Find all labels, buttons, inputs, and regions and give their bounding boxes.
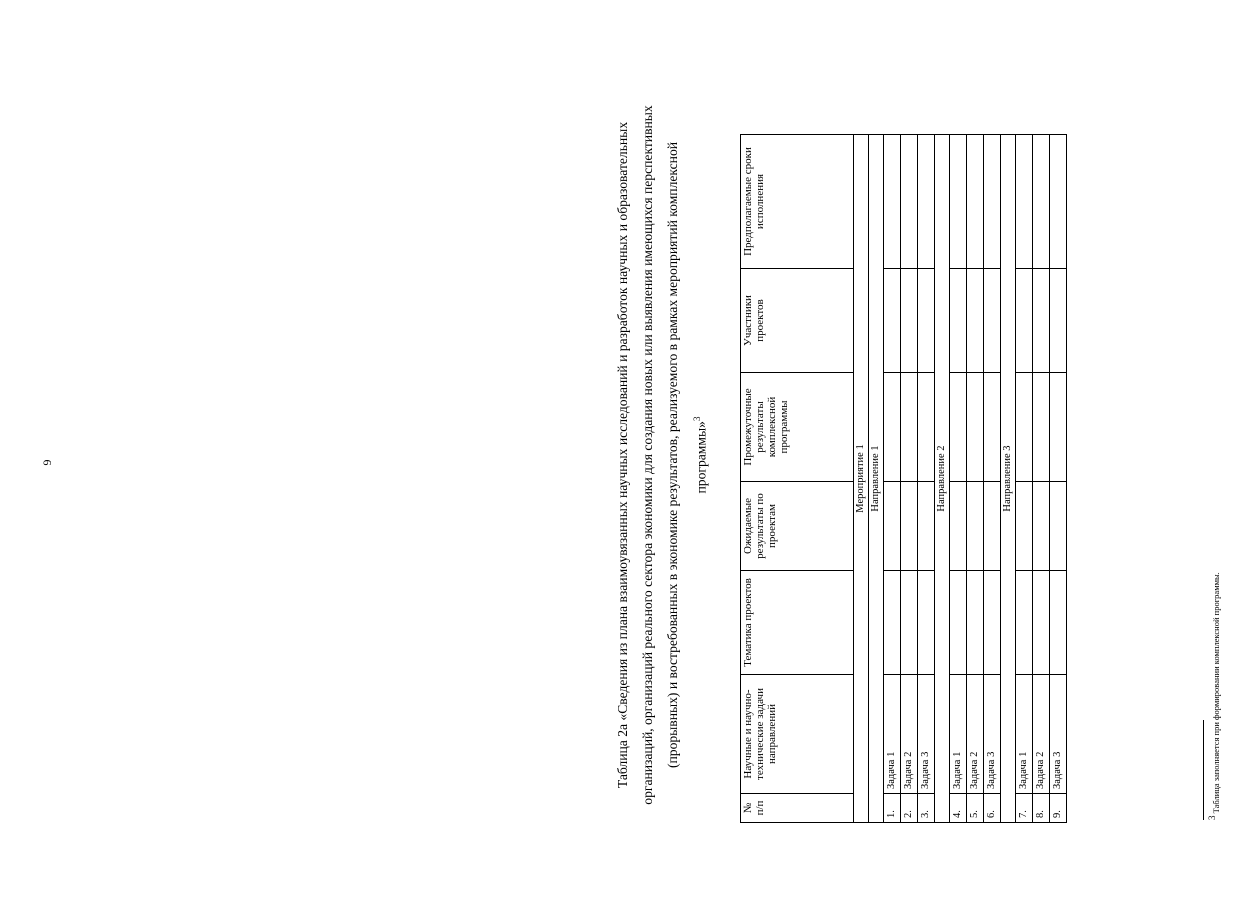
event-row <box>854 135 869 823</box>
row-num: 6. <box>984 794 1001 823</box>
title-line-2: организаций, организаций реального сектора экономики для создания новых или выявления имеющихся перспективных <box>640 105 655 805</box>
cell <box>967 269 984 373</box>
cell <box>967 571 984 675</box>
cell <box>901 482 918 571</box>
row-num: 2. <box>901 794 918 823</box>
table-row <box>1033 135 1050 823</box>
cell <box>1016 571 1033 675</box>
landscape-page <box>605 0 1245 905</box>
plan-table <box>740 134 1067 823</box>
cell <box>1033 571 1050 675</box>
cell <box>1050 269 1067 373</box>
row-task: Задача 2 <box>1033 675 1050 794</box>
row-num: 9. <box>1050 794 1067 823</box>
title-line-4: программы»$^3$ <box>692 416 709 494</box>
header-expected: Ожидаемые результаты по проектам <box>741 482 854 571</box>
row-num: 1. <box>884 794 901 823</box>
cell <box>950 269 967 373</box>
row-num: 8. <box>1033 794 1050 823</box>
cell <box>950 482 967 571</box>
header-row <box>741 135 854 823</box>
footnote-mark: 3 <box>1207 815 1217 820</box>
cell <box>950 373 967 482</box>
cell <box>1050 135 1067 269</box>
header-deadlines: Предполагаемые сроки исполнения <box>741 135 854 269</box>
row-num: 4. <box>950 794 967 823</box>
cell <box>967 135 984 269</box>
cell <box>901 269 918 373</box>
direction-label: Направление 1 <box>869 135 884 823</box>
cell <box>901 571 918 675</box>
cell <box>1016 482 1033 571</box>
cell <box>884 269 901 373</box>
cell <box>1016 373 1033 482</box>
cell <box>918 571 935 675</box>
cell <box>984 571 1001 675</box>
row-num: 5. <box>967 794 984 823</box>
cell <box>918 269 935 373</box>
cell <box>984 269 1001 373</box>
title-line-1: Таблица 2а «Сведения из плана взаимоувязанных научных исследований и разработок научных и образовательных <box>615 121 630 789</box>
table-row <box>967 135 984 823</box>
row-task: Задача 2 <box>901 675 918 794</box>
cell <box>884 135 901 269</box>
cell <box>901 135 918 269</box>
table-row <box>901 135 918 823</box>
row-num: 7. <box>1016 794 1033 823</box>
cell <box>984 135 1001 269</box>
cell <box>1050 373 1067 482</box>
row-num: 3. <box>918 794 935 823</box>
cell <box>967 482 984 571</box>
footnote <box>1207 572 1221 820</box>
row-task: Задача 3 <box>918 675 935 794</box>
cell <box>1033 482 1050 571</box>
cell <box>984 373 1001 482</box>
direction-row <box>869 135 884 823</box>
direction-row <box>1001 135 1016 823</box>
cell <box>950 135 967 269</box>
cell <box>918 482 935 571</box>
cell <box>1050 571 1067 675</box>
row-task: Задача 2 <box>967 675 984 794</box>
cell <box>1016 269 1033 373</box>
cell <box>1033 269 1050 373</box>
cell <box>984 482 1001 571</box>
cell <box>918 135 935 269</box>
header-topics: Тематика проектов <box>741 571 854 675</box>
cell <box>884 571 901 675</box>
table-row <box>918 135 935 823</box>
direction-label: Направление 2 <box>935 135 950 823</box>
cell <box>918 373 935 482</box>
table-row <box>984 135 1001 823</box>
direction-label: Направление 3 <box>1001 135 1016 823</box>
cell <box>1033 135 1050 269</box>
event-label: Мероприятие 1 <box>854 135 869 823</box>
title-footnote-mark: 3 <box>692 416 702 422</box>
cell <box>967 373 984 482</box>
table-row <box>884 135 901 823</box>
table-row <box>1050 135 1067 823</box>
cell <box>950 571 967 675</box>
table-row <box>1016 135 1033 823</box>
header-intermediate: Промежуточные результаты комплексной программы <box>741 373 854 482</box>
title-line-3: (прорывных) и востребованных в экономике результатов, реализуемого в рамках мероприятий комплексной <box>665 141 680 769</box>
page-number: 6 <box>40 459 55 466</box>
cell <box>884 482 901 571</box>
cell <box>1050 482 1067 571</box>
table-title <box>610 65 714 845</box>
cell <box>884 373 901 482</box>
direction-row <box>935 135 950 823</box>
table-row <box>950 135 967 823</box>
header-tasks: Научные и научно-технические задачи направлений <box>741 675 854 794</box>
row-task: Задача 1 <box>884 675 901 794</box>
header-num: № п/п <box>741 794 854 823</box>
cell <box>1016 135 1033 269</box>
footnote-text: Таблица заполняется при формировании комплексной программы. <box>1210 572 1221 814</box>
row-task: Задача 1 <box>1016 675 1033 794</box>
footnote-divider <box>1203 720 1204 820</box>
row-task: Задача 3 <box>984 675 1001 794</box>
header-participants: Участники проектов <box>741 269 854 373</box>
row-task: Задача 1 <box>950 675 967 794</box>
cell <box>1033 373 1050 482</box>
cell <box>901 373 918 482</box>
row-task: Задача 3 <box>1050 675 1067 794</box>
